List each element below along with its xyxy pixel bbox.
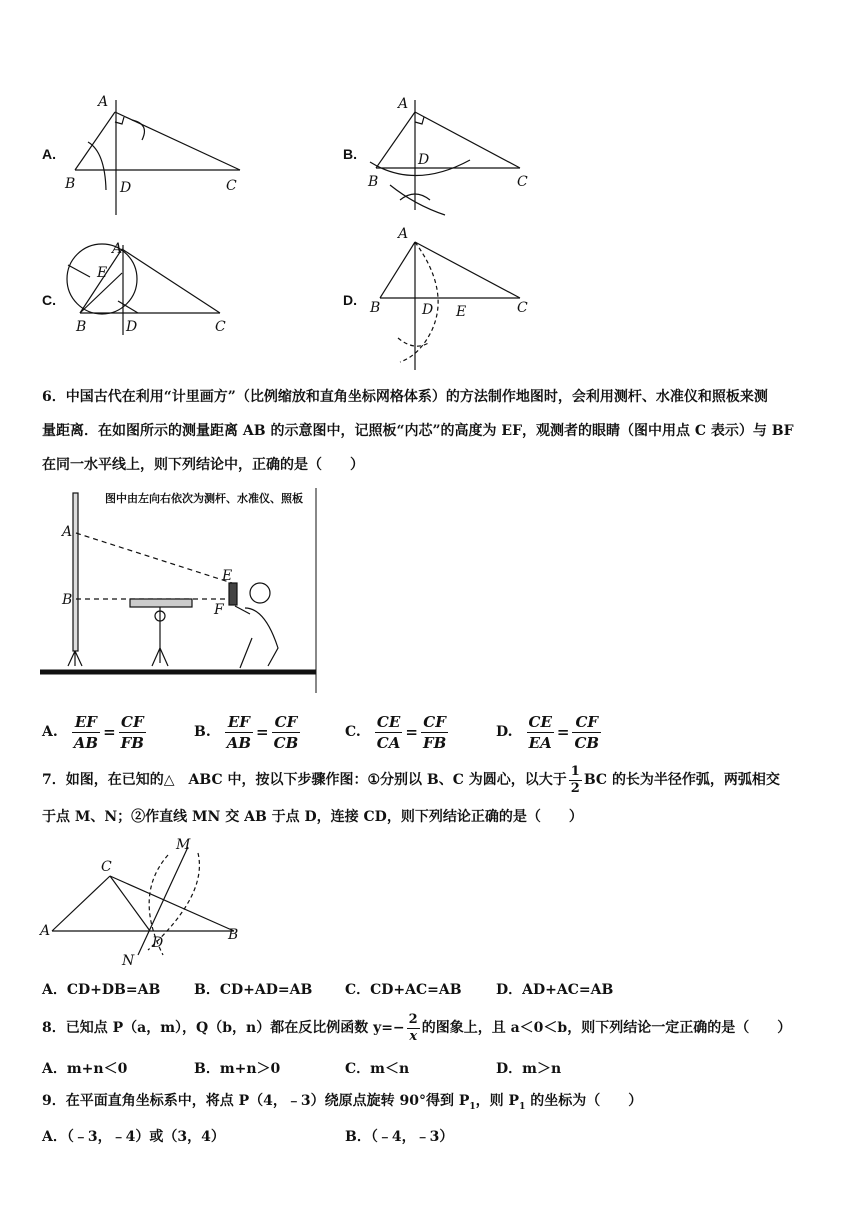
q6-figure bbox=[40, 488, 320, 693]
q7-label-c: C bbox=[101, 859, 112, 875]
q6-option-d[interactable] bbox=[496, 710, 601, 754]
q9-text-a: 9．在平面直角坐标系中，将点 P（4，﹣3）绕原点旋转 90°得到 P bbox=[42, 1093, 470, 1109]
q5-figure-c bbox=[60, 235, 240, 345]
numerator: CF bbox=[572, 712, 601, 733]
q5-option-b-label: B. bbox=[343, 146, 357, 162]
q5c-label-e: E bbox=[97, 265, 108, 281]
q5-figure-d bbox=[360, 220, 550, 375]
q5a-label-a: A bbox=[98, 94, 109, 110]
q5a-label-d: D bbox=[120, 180, 132, 196]
q7-text-c: BC 的长为半径作弧，两弧相交 bbox=[583, 772, 780, 788]
q7-step-1-marker: ① bbox=[367, 772, 381, 788]
q5d-label-d: D bbox=[422, 302, 434, 318]
numerator: EF bbox=[225, 712, 253, 733]
q5b-label-a: A bbox=[398, 96, 409, 112]
q5b-label-c: C bbox=[517, 174, 528, 190]
q6-option-b-frac1 bbox=[225, 712, 253, 753]
denominator: x bbox=[409, 1028, 418, 1044]
q7-line-2: 于点 M、N；②作直线 MN 交 AB 于点 D，连接 CD，则下列结论正确的是（ ） bbox=[42, 809, 583, 825]
q7-label-b: B bbox=[228, 927, 239, 943]
q7-figure bbox=[38, 835, 248, 970]
q5c-label-c: C bbox=[215, 319, 226, 335]
equals-sign: = bbox=[556, 723, 570, 741]
q6-label-a: A bbox=[62, 524, 73, 540]
q6-line-3: 在同一水平线上，则下列结论中，正确的是（ ） bbox=[42, 457, 364, 473]
q5c-label-d: D bbox=[126, 319, 138, 335]
q5b-label-d: D bbox=[418, 152, 430, 168]
q6-option-a-label: A. bbox=[42, 724, 58, 740]
q6-line-1: 6．中国古代在利用“计里画方”（比例缩放和直角坐标网格体系）的方法制作地图时，会利用测杆、水准仪和照板来测 bbox=[42, 389, 768, 405]
q7-text-b: 分别以 B、C 为圆心，以大于 bbox=[380, 772, 567, 788]
q6-option-c-label: C. bbox=[345, 724, 361, 740]
q6-label-f: F bbox=[214, 602, 224, 618]
q7-option-c[interactable]: C．CD+AC=AB bbox=[345, 982, 462, 998]
q8-option-b[interactable]: B．m+n＞0 bbox=[194, 1061, 281, 1077]
denominator: EA bbox=[528, 733, 552, 752]
q5-figure-b bbox=[360, 90, 550, 220]
q8-text-b: 的图象上，且 a＜0＜b，则下列结论一定正确的是（ ） bbox=[421, 1020, 792, 1036]
numerator: 2 bbox=[408, 1011, 418, 1027]
q7-option-d[interactable]: D．AD+AC=AB bbox=[496, 982, 614, 998]
denominator: CB bbox=[574, 733, 600, 752]
q6-option-a-frac1 bbox=[72, 712, 100, 753]
q5c-label-a: A bbox=[112, 241, 123, 257]
denominator: 2 bbox=[570, 780, 580, 796]
q6-label-e: E bbox=[222, 568, 233, 584]
denominator: CB bbox=[273, 733, 299, 752]
denominator: FB bbox=[120, 733, 144, 752]
q7-line-1 bbox=[42, 762, 780, 798]
q6-option-c-frac1 bbox=[375, 712, 403, 753]
q6-option-b[interactable] bbox=[194, 710, 300, 754]
q7-half-fraction bbox=[569, 764, 582, 797]
q5b-label-b: B bbox=[368, 174, 379, 190]
q6-option-d-frac2 bbox=[572, 712, 601, 753]
q5d-label-a: A bbox=[398, 226, 409, 242]
q6-option-d-label: D. bbox=[496, 724, 513, 740]
equals-sign: = bbox=[103, 723, 116, 741]
q8-option-c[interactable]: C．m＜n bbox=[345, 1061, 410, 1077]
q9-line bbox=[42, 1086, 642, 1122]
q8-text-a: 8．已知点 P（a，m），Q（b，n）都在反比例函数 y=− bbox=[42, 1020, 405, 1036]
q5-option-d-label: D. bbox=[343, 292, 357, 308]
q7-label-d: D bbox=[152, 935, 164, 951]
q7-label-a: A bbox=[40, 923, 51, 939]
q9-option-b[interactable]: B．（﹣4，﹣3） bbox=[345, 1129, 454, 1145]
denominator: FB bbox=[422, 733, 447, 752]
equals-sign: = bbox=[405, 723, 418, 741]
q6-option-d-frac1 bbox=[527, 712, 554, 753]
q5d-label-c: C bbox=[517, 300, 528, 316]
numerator: CF bbox=[119, 712, 146, 733]
q9-text-c: 的坐标为（ ） bbox=[525, 1093, 643, 1109]
q7-label-n: N bbox=[122, 953, 135, 969]
numerator: EF bbox=[72, 712, 100, 733]
q6-option-c-frac2 bbox=[421, 712, 448, 753]
numerator: CE bbox=[528, 712, 552, 731]
q7-text-a: 7．如图，在已知的△ ABC 中，按以下步骤作图： bbox=[42, 772, 368, 788]
q6-option-a-frac2 bbox=[119, 712, 146, 753]
q8-fraction bbox=[407, 1012, 420, 1045]
q9-subscript-1: 1 bbox=[469, 1101, 476, 1112]
numerator: CE bbox=[375, 712, 403, 733]
q5d-label-e: E bbox=[456, 304, 467, 320]
q9-subscript-2: 1 bbox=[519, 1101, 526, 1112]
q6-option-b-frac2 bbox=[272, 712, 301, 753]
q5c-label-b: B bbox=[76, 319, 87, 335]
q6-label-b: B bbox=[62, 592, 73, 608]
q5-figure-a bbox=[60, 90, 260, 220]
q9-option-a[interactable]: A．（﹣3，﹣4）或（3，4） bbox=[42, 1129, 225, 1145]
q7-option-a[interactable]: A．CD+DB=AB bbox=[42, 982, 161, 998]
denominator: AB bbox=[226, 733, 252, 752]
q8-line bbox=[42, 1008, 791, 1048]
q8-option-d[interactable]: D．m＞n bbox=[496, 1061, 562, 1077]
q8-option-a[interactable]: A．m+n＜0 bbox=[42, 1061, 128, 1077]
numerator: CF bbox=[421, 712, 448, 733]
q6-option-b-label: B. bbox=[194, 724, 211, 740]
q5d-label-b: B bbox=[370, 300, 381, 316]
denominator: AB bbox=[73, 733, 99, 752]
q5a-label-b: B bbox=[65, 176, 76, 192]
numerator: 1 bbox=[570, 763, 580, 779]
q7-label-m: M bbox=[176, 837, 191, 853]
q5-option-c-label: C. bbox=[42, 292, 56, 308]
q6-option-c[interactable] bbox=[345, 710, 448, 754]
q6-line-2: 量距离．在如图所示的测量距离 AB 的示意图中，记照板“内芯”的高度为 EF，观测者的眼睛（图中用点 C 表示）与 BF bbox=[42, 423, 794, 439]
q7-option-b[interactable]: B．CD+AD=AB bbox=[194, 982, 313, 998]
q5-option-a-label: A. bbox=[42, 146, 56, 162]
numerator: CF bbox=[272, 712, 301, 733]
q9-text-b: ，则 P bbox=[475, 1093, 520, 1109]
denominator: CA bbox=[376, 733, 401, 752]
q6-option-a[interactable] bbox=[42, 710, 146, 754]
q6-figure-caption: 图中由左向右依次为测杆、水准仪、照板 bbox=[105, 492, 303, 505]
equals-sign: = bbox=[256, 723, 269, 741]
q5a-label-c: C bbox=[226, 178, 237, 194]
